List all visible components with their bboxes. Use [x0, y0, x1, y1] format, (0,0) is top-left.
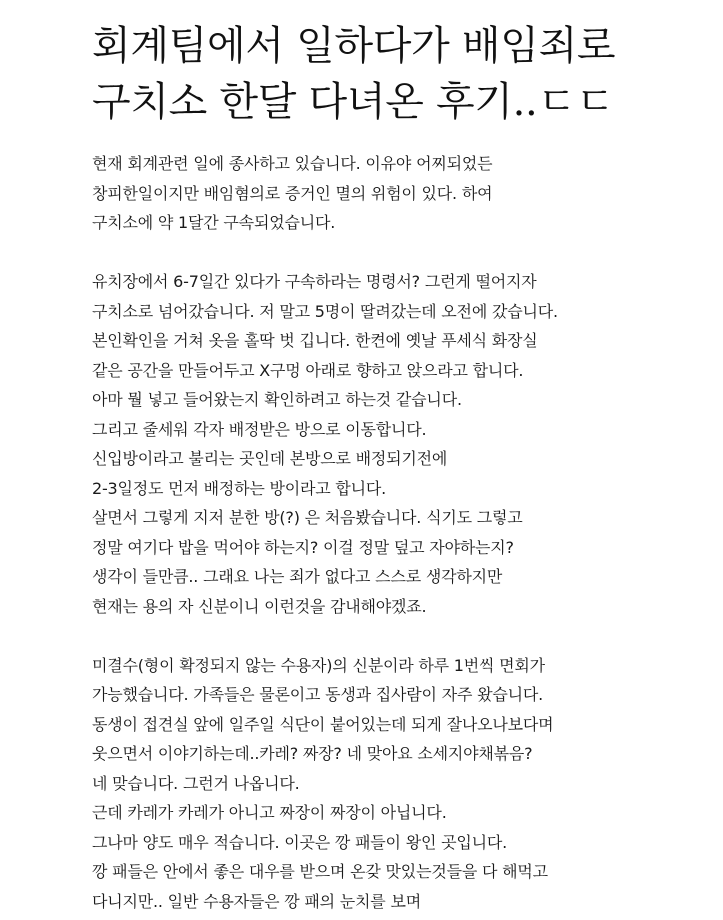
body-line: 현재 회계관련 일에 종사하고 있습니다. 이유야 어찌되었든 — [92, 154, 493, 173]
body-line: 신입방이라고 불리는 곳인데 본방으로 배정되기전에 — [92, 449, 448, 468]
body-line: 정말 여기다 밥을 먹어야 하는지? 이걸 정말 덮고 자야하는지? — [92, 537, 514, 557]
title-line-1: 회계팀에서 일하다가 배임죄로 — [92, 23, 616, 69]
body-line: 유치장에서 6-7일간 있다가 구속하라는 명령서? 그런게 떨어지자 — [92, 272, 537, 291]
body-line: 생각이 들만큼.. 그래요 나는 죄가 없다고 스스로 생각하지만 — [92, 567, 503, 586]
body-line: 미결수(형이 확정되지 않는 수용자)의 신분이라 하루 1번씩 면회가 — [92, 655, 545, 675]
body-line: 본인확인을 거쳐 옷을 홀딱 벗 깁니다. 한켠에 옛날 푸세식 화장실 — [92, 331, 538, 350]
body-line: 살면서 그렇게 지저 분한 방(?) 은 처음봤습니다. 식기도 그렇고 — [92, 508, 523, 527]
body-line: 그리고 줄세워 각자 배정받은 방으로 이동합니다. — [92, 419, 427, 439]
paragraph-gap — [92, 621, 712, 651]
body-line: 2-3일정도 먼저 배정하는 방이라고 합니다. — [92, 478, 387, 498]
body-line: 그나마 양도 매우 적습니다. 이곳은 깡 패들이 왕인 곳입니다. — [92, 832, 508, 852]
paragraph-intro — [92, 149, 712, 238]
body-line: 같은 공간을 만들어두고 X구멍 아래로 향하고 앉으라고 합니다. — [92, 360, 524, 380]
article-title — [92, 18, 692, 130]
body-line: 가능했습니다. 가족들은 물론이고 동생과 집사람이 자주 왔습니다. — [92, 685, 544, 704]
paragraph-detention — [92, 267, 712, 621]
body-line: 깡 패들은 안에서 좋은 대우를 받으며 온갖 맛있는것들을 다 해먹고 — [92, 862, 548, 881]
body-line: 구치소로 넘어갔습니다. 저 말고 5명이 딸려갔는데 오전에 갔습니다. — [92, 301, 558, 321]
body-line: 창피한일이지만 배임혐의로 증거인 멸의 위험이 있다. 하여 — [92, 183, 493, 203]
body-line: 아마 뭘 넣고 들어왔는지 확인하려고 하는것 같습니다. — [92, 390, 462, 409]
body-line: 다니지만.. 일반 수용자들은 깡 패의 눈치를 보며 — [92, 891, 421, 911]
article-body — [92, 149, 712, 916]
body-line: 구치소에 약 1달간 구속되었습니다. — [92, 213, 336, 232]
paragraph-visits — [92, 651, 712, 917]
paragraph-gap — [92, 238, 712, 268]
body-line: 동생이 접견실 앞에 일주일 식단이 붙어있는데 되게 잘나오나보다며 — [92, 714, 554, 734]
body-line: 근데 카레가 카레가 아니고 짜장이 짜장이 아닙니다. — [92, 803, 447, 822]
body-line: 네 맞습니다. 그런거 나옵니다. — [92, 773, 300, 793]
body-line: 웃으면서 이야기하는데..카레? 짜장? 네 맞아요 소세지야채볶음? — [92, 744, 533, 763]
title-line-2: 구치소 한달 다녀온 후기..ㄷㄷ — [92, 79, 615, 125]
body-line: 현재는 용의 자 신분이니 이런것을 감내해야겠죠. — [92, 596, 427, 616]
